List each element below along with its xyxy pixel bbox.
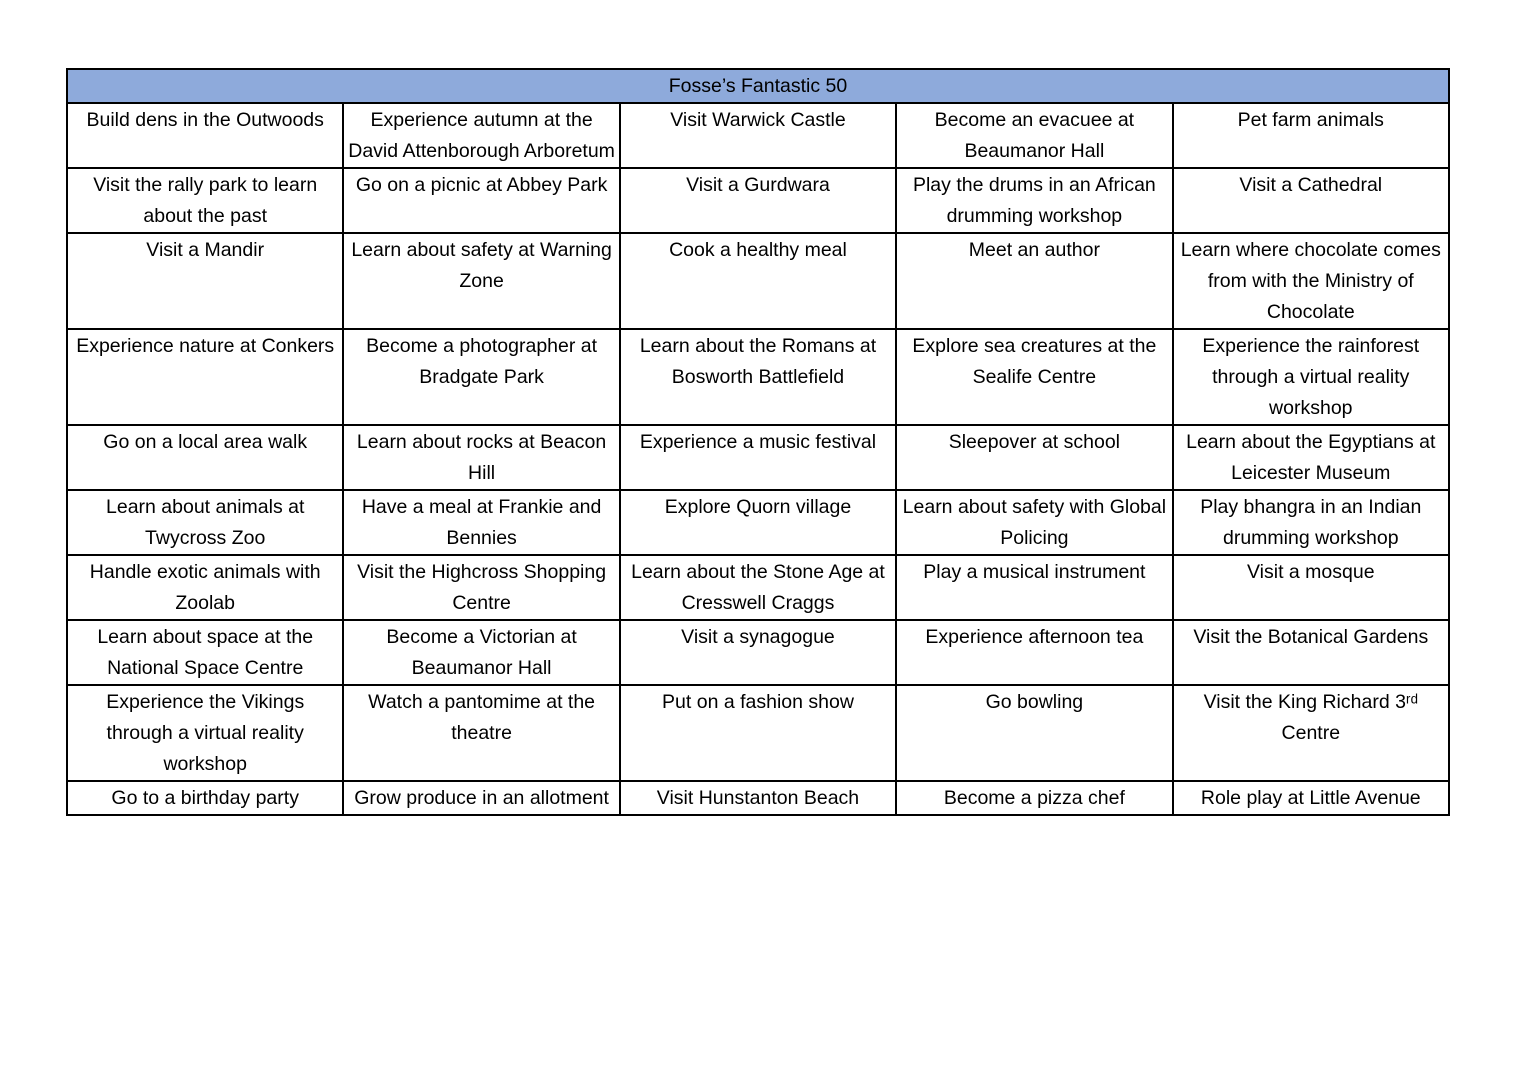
table-cell: Build dens in the Outwoods: [67, 103, 343, 168]
table-cell: Have a meal at Frankie and Bennies: [343, 490, 619, 555]
table-cell: Learn about the Stone Age at Cresswell Craggs: [620, 555, 896, 620]
table-cell: Become an evacuee at Beaumanor Hall: [896, 103, 1172, 168]
table-cell: Go to a birthday party: [67, 781, 343, 815]
table-cell: Become a photographer at Bradgate Park: [343, 329, 619, 425]
table-cell: Go on a local area walk: [67, 425, 343, 490]
table-cell: Go bowling: [896, 685, 1172, 781]
table-cell: Visit the Botanical Gardens: [1173, 620, 1449, 685]
table-cell: Learn where chocolate comes from with the Ministry of Chocolate: [1173, 233, 1449, 329]
table-row: [67, 685, 1449, 781]
table-cell: Explore sea creatures at the Sealife Centre: [896, 329, 1172, 425]
table-cell: Visit the King Richard 3ʳᵈ Centre: [1173, 685, 1449, 781]
table-cell: Visit a mosque: [1173, 555, 1449, 620]
table-cell: Role play at Little Avenue: [1173, 781, 1449, 815]
table-row: [67, 555, 1449, 620]
table-cell: Play a musical instrument: [896, 555, 1172, 620]
table-cell: Experience autumn at the David Attenborough Arboretum: [343, 103, 619, 168]
table-cell: Visit Warwick Castle: [620, 103, 896, 168]
table-cell: Learn about space at the National Space Centre: [67, 620, 343, 685]
table-row: [67, 168, 1449, 233]
table-cell: Experience a music festival: [620, 425, 896, 490]
table-cell: Experience nature at Conkers: [67, 329, 343, 425]
table-cell: Learn about animals at Twycross Zoo: [67, 490, 343, 555]
table-cell: Learn about the Egyptians at Leicester Museum: [1173, 425, 1449, 490]
table-cell: Go on a picnic at Abbey Park: [343, 168, 619, 233]
table-title: Fosse’s Fantastic 50: [67, 69, 1449, 103]
table-cell: Sleepover at school: [896, 425, 1172, 490]
table-cell: Play the drums in an African drumming workshop: [896, 168, 1172, 233]
table-cell: Visit the rally park to learn about the past: [67, 168, 343, 233]
table-title-row: [67, 69, 1449, 103]
table-cell: Put on a fashion show: [620, 685, 896, 781]
table-cell: Grow produce in an allotment: [343, 781, 619, 815]
table-row: [67, 103, 1449, 168]
table-cell: Pet farm animals: [1173, 103, 1449, 168]
table-cell: Experience afternoon tea: [896, 620, 1172, 685]
table-cell: Watch a pantomime at the theatre: [343, 685, 619, 781]
table-cell: Handle exotic animals with Zoolab: [67, 555, 343, 620]
table-cell: Visit a Gurdwara: [620, 168, 896, 233]
table-cell: Cook a healthy meal: [620, 233, 896, 329]
table-cell: Experience the Vikings through a virtual reality workshop: [67, 685, 343, 781]
table-row: [67, 620, 1449, 685]
table-cell: Learn about safety at Warning Zone: [343, 233, 619, 329]
table-row: [67, 233, 1449, 329]
table-row: [67, 781, 1449, 815]
table-row: [67, 490, 1449, 555]
table-cell: Visit a Mandir: [67, 233, 343, 329]
table-cell: Meet an author: [896, 233, 1172, 329]
table-cell: Learn about rocks at Beacon Hill: [343, 425, 619, 490]
table-row: [67, 329, 1449, 425]
table-row: [67, 425, 1449, 490]
table-cell: Visit Hunstanton Beach: [620, 781, 896, 815]
table-cell: Learn about the Romans at Bosworth Battlefield: [620, 329, 896, 425]
activities-table: [66, 68, 1450, 816]
table-cell: Experience the rainforest through a virtual reality workshop: [1173, 329, 1449, 425]
table-cell: Become a pizza chef: [896, 781, 1172, 815]
table-cell: Learn about safety with Global Policing: [896, 490, 1172, 555]
table-cell: Play bhangra in an Indian drumming workshop: [1173, 490, 1449, 555]
table-cell: Visit a Cathedral: [1173, 168, 1449, 233]
table-cell: Become a Victorian at Beaumanor Hall: [343, 620, 619, 685]
table-cell: Visit the Highcross Shopping Centre: [343, 555, 619, 620]
table-cell: Visit a synagogue: [620, 620, 896, 685]
table-cell: Explore Quorn village: [620, 490, 896, 555]
